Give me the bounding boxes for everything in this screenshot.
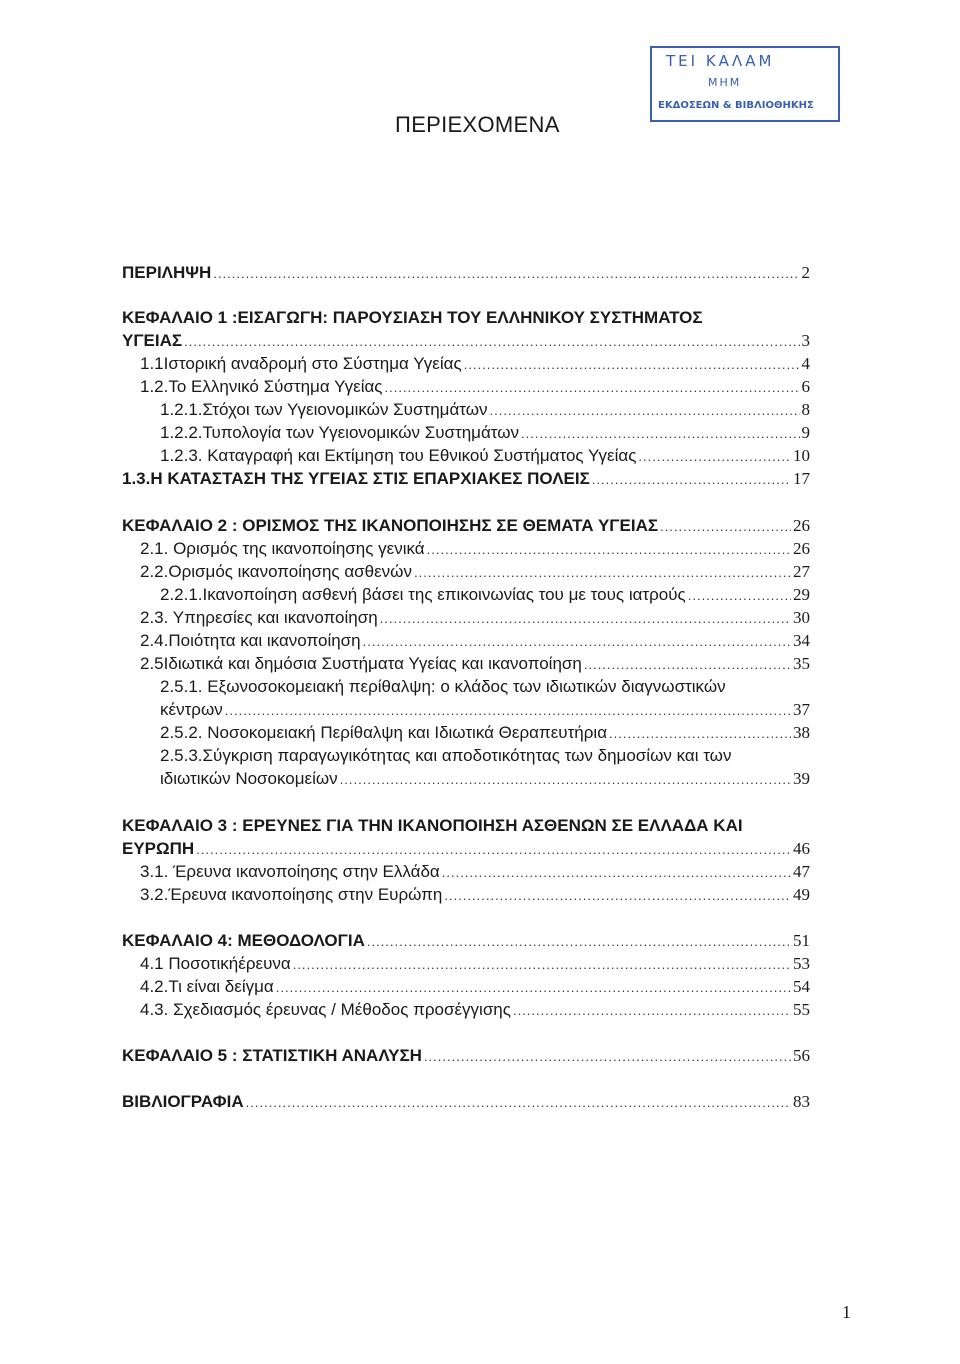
- toc-entry-1-2-3: [160, 445, 810, 468]
- dot-leader: [660, 516, 791, 538]
- toc-page-number: 26: [793, 516, 810, 535]
- dot-leader: [609, 723, 791, 745]
- dot-leader: [464, 354, 800, 376]
- toc-page-number: 53: [793, 954, 810, 973]
- toc-page-number: 29: [793, 585, 810, 604]
- toc-entry-text: 2.1. Ορισμός της ικανοποίησης γενικά: [140, 539, 425, 558]
- toc-page-number: 56: [793, 1046, 810, 1065]
- toc-page-number: 35: [793, 654, 810, 673]
- toc-entry-text: 3.1. Έρευνα ικανοποίησης στην Ελλάδα: [140, 862, 440, 881]
- toc-entry-2-1: [140, 538, 810, 561]
- toc-page-number: 17: [793, 469, 810, 488]
- dot-leader: [380, 608, 791, 630]
- toc-entry-text: ΚΕΦΑΛΑΙΟ 2 : ΟΡΙΣΜΟΣ ΤΗΣ ΙΚΑΝΟΠΟΙΗΣΗΣ ΣΕ ΘΕΜΑΤΑ ΥΓΕΙΑΣ: [122, 516, 659, 535]
- library-stamp: [650, 46, 840, 122]
- dot-leader: [513, 1000, 791, 1022]
- toc-entry-text: 1.2.2.Τυπολογία των Υγειονομικών Συστημάτων: [160, 423, 520, 442]
- dot-leader: [584, 654, 791, 676]
- toc-entry-text: 2.2.1.Ικανοποίηση ασθενή βάσει της επικοινωνίας του με τους ιατρούς: [160, 585, 686, 604]
- toc-entry-2-5-1: [160, 699, 810, 722]
- toc-entry-2-5-3-line-1: 2.5.3.Σύγκριση παραγωγικότητας και αποδοτικότητας των δημοσίων και των: [160, 746, 732, 765]
- toc-entry-text: 4.1 Ποσοτικήέρευνα: [140, 954, 291, 973]
- toc-entry-text: κέντρων: [160, 700, 223, 719]
- toc-entry-1-3: [122, 468, 810, 491]
- toc-entry-text: 1.3.Η ΚΑΤΑΣΤΑΣΗ ΤΗΣ ΥΓΕΙΑΣ ΣΤΙΣ ΕΠΑΡΧΙΑΚΕΣ ΠΟΛΕΙΣ: [122, 469, 590, 488]
- toc-page-number: 39: [793, 769, 810, 788]
- toc-page-number: 46: [793, 839, 810, 858]
- dot-leader: [385, 377, 800, 399]
- dot-leader: [184, 331, 799, 353]
- toc-entry-text: 2.2.Ορισμός ικανοποίησης ασθενών: [140, 562, 412, 581]
- toc-entry-chapter-5: [122, 1045, 810, 1068]
- toc-page-number: 27: [793, 562, 810, 581]
- toc-page-number: 51: [793, 931, 810, 950]
- dot-leader: [246, 1092, 791, 1114]
- toc-chapter-1-heading: ΚΕΦΑΛΑΙΟ 1 :ΕΙΣΑΓΩΓΗ: ΠΑΡΟΥΣΙΑΣΗ ΤΟΥ ΕΛΛΗΝΙΚΟΥ ΣΥΣΤΗΜΑΤΟΣ: [122, 308, 703, 327]
- dot-leader: [225, 700, 791, 722]
- toc-page-number: 49: [793, 885, 810, 904]
- toc-entry-2-3: [140, 607, 810, 630]
- toc-entry-3-2: [140, 884, 810, 907]
- toc-entry-4-3: [140, 999, 810, 1022]
- toc-entry-2-2: [140, 561, 810, 584]
- dot-leader: [638, 446, 791, 468]
- toc-chapter-3-heading: ΚΕΦΑΛΑΙΟ 3 : ΕΡΕΥΝΕΣ ΓΙΑ ΤΗΝ ΙΚΑΝΟΠΟΙΗΣΗ ΑΣΘΕΝΩΝ ΣΕ ΕΛΛΑΔΑ ΚΑΙ: [122, 816, 743, 835]
- dot-leader: [293, 954, 791, 976]
- toc-entry-text: 4.3. Σχεδιασμός έρευνας / Μέθοδος προσέγγισης: [140, 1000, 511, 1019]
- stamp-line-2: ΜΗΜ: [708, 76, 742, 89]
- dot-leader: [490, 400, 800, 422]
- toc-entry-2-5-1-line-1: 2.5.1. Εξωνοσοκομειακή περίθαλψη: ο κλάδος των ιδιωτικών διαγνωστικών: [160, 677, 726, 696]
- toc-entry-2-5-2: [160, 722, 810, 745]
- dot-leader: [424, 1046, 791, 1068]
- toc-entry-text: 1.1Ιστορική αναδρομή στο Σύστημα Υγείας: [140, 354, 462, 373]
- dot-leader: [363, 631, 791, 653]
- toc-entry-1-2-1: [160, 399, 810, 422]
- toc-entry-chapter-2: [122, 515, 810, 538]
- toc-page-number: 34: [793, 631, 810, 650]
- toc-page-number: 8: [801, 400, 810, 419]
- toc-entry-text: ΠΕΡΙΛΗΨΗ: [122, 263, 212, 282]
- toc-entry-text: ιδιωτικών Νοσοκομείων: [160, 769, 338, 788]
- toc-page-number: 2: [801, 263, 810, 282]
- toc-entry-chapter-1: [122, 330, 810, 353]
- toc-entry-text: 4.2.Τι είναι δείγμα: [140, 977, 274, 996]
- dot-leader: [442, 862, 791, 884]
- toc-page-number: 83: [793, 1092, 810, 1111]
- toc-page-number: 10: [793, 446, 810, 465]
- toc-entry-text: ΥΓΕΙΑΣ: [122, 331, 183, 350]
- toc-entry-text: ΚΕΦΑΛΑΙΟ 4: ΜΕΘΟΔΟΛΟΓΙΑ: [122, 931, 365, 950]
- dot-leader: [444, 885, 791, 907]
- page-title: ΠΕΡΙΕΧΟΜΕΝΑ: [395, 112, 560, 137]
- toc-page-number: 3: [801, 331, 810, 350]
- toc-entry-text: ΕΥΡΩΠΗ: [122, 839, 195, 858]
- toc-page-number: 55: [793, 1000, 810, 1019]
- toc-entry-text: 2.5.2. Νοσοκομειακή Περίθαλψη και Ιδιωτικά Θεραπευτήρια: [160, 723, 608, 742]
- toc-entry-2-4: [140, 630, 810, 653]
- toc-entry-4-2: [140, 976, 810, 999]
- toc-entry-text: 3.2.Έρευνα ικανοποίησης στην Ευρώπη: [140, 885, 443, 904]
- toc-entry-2-2-1: [160, 584, 810, 607]
- toc-entry-text: ΚΕΦΑΛΑΙΟ 5 : ΣΤΑΤΙΣΤΙΚΗ ΑΝΑΛΥΣΗ: [122, 1046, 422, 1065]
- toc-entry-text: 1.2.Το Ελληνικό Σύστημα Υγείας: [140, 377, 383, 396]
- dot-leader: [592, 469, 791, 491]
- toc-entry-4-1: [140, 953, 810, 976]
- stamp-line-1: ΤΕΙ ΚΑΛΑΜ: [666, 52, 775, 70]
- toc-entry-1-1: [140, 353, 810, 376]
- toc-page-number: 30: [793, 608, 810, 627]
- toc-page-number: 47: [793, 862, 810, 881]
- dot-leader: [340, 769, 791, 791]
- toc-entry-2-5-3: [160, 768, 810, 791]
- toc-page-number: 4: [801, 354, 810, 373]
- dot-leader: [688, 585, 791, 607]
- toc-entry-text: 1.2.3. Καταγραφή και Εκτίμηση του Εθνικού Συστήματος Υγείας: [160, 446, 637, 465]
- dot-leader: [276, 977, 791, 999]
- toc-entry-1-2: [140, 376, 810, 399]
- dot-leader: [427, 539, 791, 561]
- toc-entry-text: ΒΙΒΛΙΟΓΡΑΦΙΑ: [122, 1092, 244, 1111]
- toc-page-number: 6: [801, 377, 810, 396]
- dot-leader: [196, 839, 791, 861]
- toc-page-number: 37: [793, 700, 810, 719]
- toc-entry-text: 2.4.Ποιότητα και ικανοποίηση: [140, 631, 361, 650]
- dot-leader: [213, 263, 799, 285]
- dot-leader: [367, 931, 791, 953]
- toc-entry-bibliography: [122, 1091, 810, 1114]
- page-number: 1: [842, 1302, 851, 1322]
- toc-entry-1-2-2: [160, 422, 810, 445]
- toc-entry-summary: [122, 262, 810, 285]
- stamp-line-3: ΕΚΔΟΣΕΩΝ & ΒΙΒΛΙΟΘΗΚΗΣ: [658, 100, 814, 111]
- dot-leader: [521, 423, 799, 445]
- toc-page-number: 38: [793, 723, 810, 742]
- toc-entry-text: 2.3. Υπηρεσίες και ικανοποίηση: [140, 608, 378, 627]
- toc-entry-3-1: [140, 861, 810, 884]
- toc-entry-chapter-4: [122, 930, 810, 953]
- toc-entry-text: 1.2.1.Στόχοι των Υγειονομικών Συστημάτων: [160, 400, 488, 419]
- toc-entry-text: 2.5Ιδιωτικά και δημόσια Συστήματα Υγείας και ικανοποίηση: [140, 654, 582, 673]
- toc-page-number: 9: [801, 423, 810, 442]
- toc-page-number: 54: [793, 977, 810, 996]
- toc-page-number: 26: [793, 539, 810, 558]
- toc-entry-chapter-3: [122, 838, 810, 861]
- dot-leader: [414, 562, 791, 584]
- toc-entry-2-5: [140, 653, 810, 676]
